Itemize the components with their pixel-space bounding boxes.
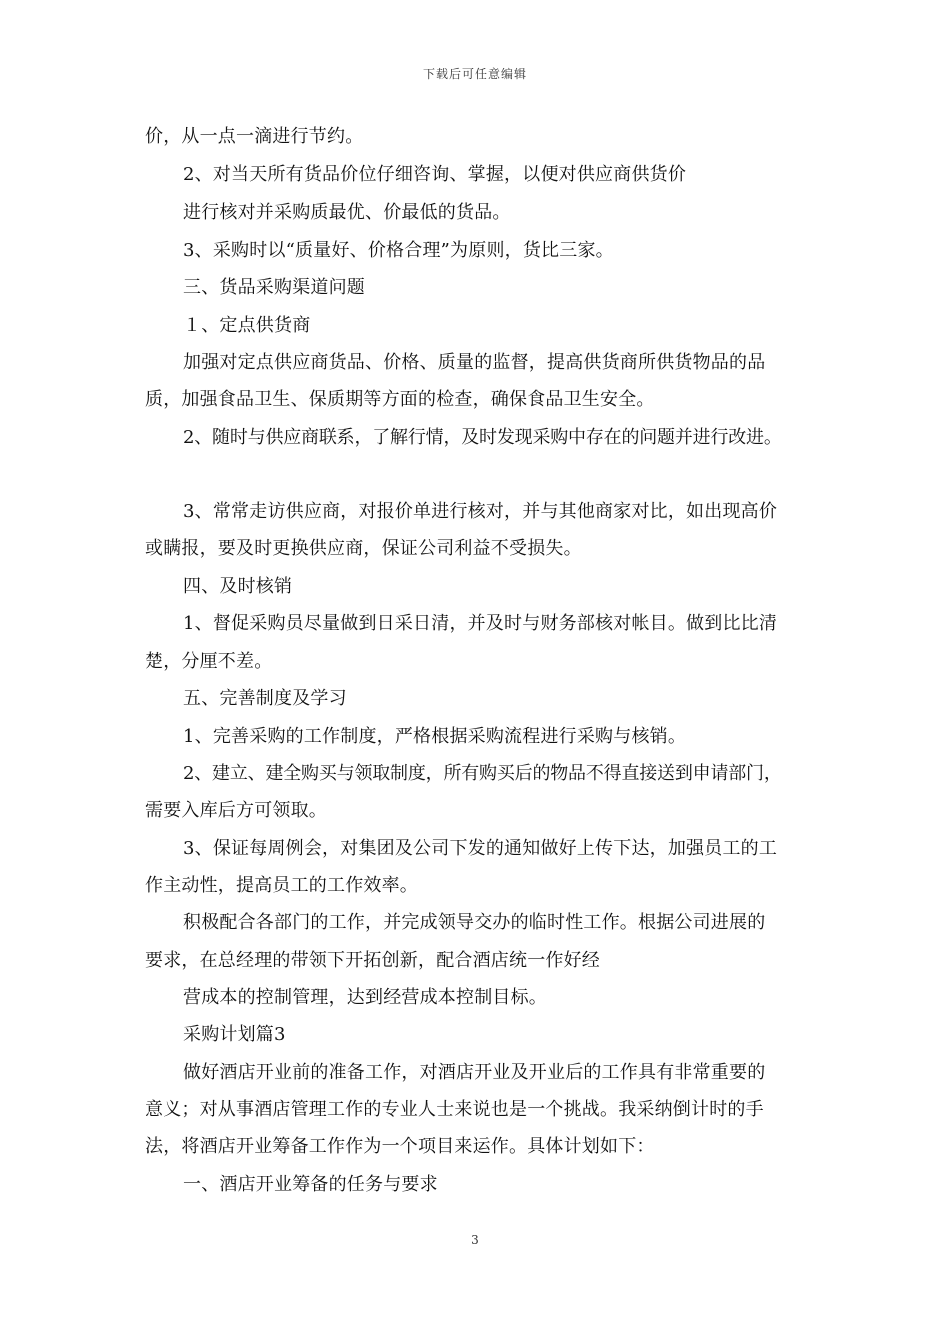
paragraph-line: 1、完善采购的工作制度，严格根据采购流程进行采购与核销。 (183, 726, 687, 747)
subsection-heading: １、定点供货商 (183, 315, 311, 336)
paragraph-line: 做好酒店开业前的准备工作，对酒店开业及开业后的工作具有非常重要的 (183, 1062, 766, 1083)
paragraph-line: 2、建立、建全购买与领取制度，所有购买后的物品不得直接送到申请部门， (183, 763, 782, 784)
paragraph-line: 3、采购时以“质量好、价格合理”为原则，货比三家。 (183, 240, 614, 261)
paragraph-line: 或瞒报，要及时更换供应商，保证公司利益不受损失。 (145, 538, 582, 559)
paragraph-line: 要求，在总经理的带领下开拓创新，配合酒店统一作好经 (145, 950, 600, 971)
page-number: 3 (471, 1233, 479, 1247)
paragraph-line: 2、对当天所有货品价位仔细咨询、掌握，以便对供应商供货价 (183, 164, 687, 185)
paragraph-line: 意义；对从事酒店管理工作的专业人士来说也是一个挑战。我采纳倒计时的手 (145, 1099, 764, 1120)
paragraph-line: 3、常常走访供应商，对报价单进行核对，并与其他商家对比，如出现高价 (183, 501, 778, 522)
paragraph-line: 3、保证每周例会，对集团及公司下发的通知做好上传下达，加强员工的工 (183, 838, 778, 859)
paragraph-line: 加强对定点供应商货品、价格、质量的监督，提高供货商所供货物品的品 (183, 352, 766, 373)
section-heading: 五、完善制度及学习 (183, 688, 347, 709)
paragraph-line: 营成本的控制管理，达到经营成本控制目标。 (183, 987, 547, 1008)
paragraph-line: 需要入库后方可领取。 (145, 800, 327, 821)
section-heading: 四、及时核销 (183, 576, 293, 597)
paragraph-line: 质，加强食品卫生、保质期等方面的检查，确保食品卫生安全。 (145, 389, 655, 410)
paragraph-line: 作主动性，提高员工的工作效率。 (145, 875, 418, 896)
paragraph-line: 楚，分厘不差。 (145, 651, 273, 672)
section-heading: 采购计划篇3 (183, 1024, 286, 1045)
page-header: 下载后可任意编辑 (422, 67, 527, 81)
paragraph-line: 1、督促采购员尽量做到日采日清，并及时与财务部核对帐目。做到比比清 (183, 613, 778, 634)
paragraph-line: 进行核对并采购质最优、价最低的货品。 (183, 202, 511, 223)
section-heading: 三、货品采购渠道问题 (183, 277, 365, 298)
paragraph-line: 2、随时与供应商联系，了解行情，及时发现采购中存在的问题并进行改进。 (183, 427, 782, 448)
section-heading: 一、酒店开业筹备的任务与要求 (183, 1174, 438, 1195)
paragraph-line: 价，从一点一滴进行节约。 (145, 126, 364, 147)
paragraph-line: 法，将酒店开业筹备工作作为一个项目来运作。具体计划如下： (145, 1136, 655, 1157)
paragraph-line: 积极配合各部门的工作，并完成领导交办的临时性工作。根据公司进展的 (183, 912, 766, 933)
